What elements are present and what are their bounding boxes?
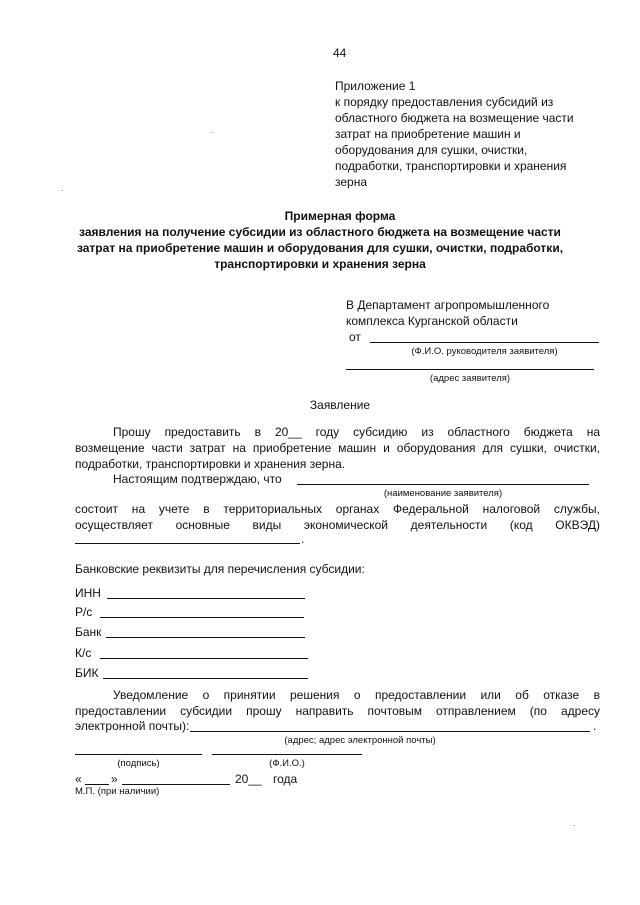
- notice-line: Уведомление о принятии решения о предоставлении или об отказе в: [113, 688, 600, 702]
- appendix-line: подработки, транспортировки и хранения: [335, 159, 567, 173]
- applicant-name-hint: (наименование заявителя): [383, 488, 503, 499]
- scan-speck: [62, 190, 63, 191]
- date-quote-open: «: [75, 772, 82, 786]
- addressee-line: В Департамент агропромышленного: [346, 298, 550, 312]
- appendix-line: областного бюджета на возмещение части: [335, 111, 574, 125]
- bik-line: [103, 678, 308, 679]
- scan-speck: [211, 132, 212, 133]
- page-number: 44: [333, 46, 347, 60]
- notice-line: электронной почты):: [75, 719, 190, 733]
- addressee-line: комплекса Курганской области: [346, 314, 518, 328]
- date-quote-close: »: [111, 772, 118, 786]
- addressee-fio-hint: (Ф.И.О. руководителя заявителя): [411, 346, 558, 357]
- addressee-from-label: от: [349, 330, 361, 344]
- addressee-fio-line: [370, 342, 599, 343]
- body-line: осуществляет основные виды экономической деятельности (код ОКВЭД): [75, 518, 600, 532]
- form-title-line: Примерная форма: [284, 209, 396, 223]
- applicant-name-line: [297, 484, 589, 485]
- appendix-title: Приложение 1: [335, 79, 416, 93]
- body-line: подработки, транспортировки и хранения зерна.: [75, 457, 346, 471]
- account-label: Р/с: [75, 605, 93, 619]
- date-month-line: [122, 784, 230, 785]
- date-year-word: года: [273, 772, 298, 786]
- date-day-line: [85, 784, 109, 785]
- appendix-line: затрат на приобретение машин и: [335, 127, 521, 141]
- inn-line: [107, 598, 305, 599]
- appendix-line: оборудования для сушки, очистки,: [335, 143, 528, 157]
- form-title-line: транспортировки и хранения зерна: [214, 257, 426, 271]
- bank-heading: Банковские реквизиты для перечисления субсидии:: [75, 562, 365, 576]
- form-title-line: заявления на получение субсидии из областного бюджета на возмещение части: [79, 225, 561, 239]
- appendix-line: к порядку предоставления субсидий из: [335, 95, 554, 109]
- body-line: возмещение части затрат на приобретение машин и оборудования для сушки, очистки,: [75, 441, 600, 455]
- scan-speck: [574, 825, 575, 826]
- okved-end-dot: .: [301, 532, 305, 546]
- corr-account-label: К/с: [75, 646, 92, 660]
- notice-address-hint: (адрес; адрес электронной почты): [284, 735, 436, 746]
- account-line: [100, 617, 304, 618]
- inn-label: ИНН: [75, 586, 101, 600]
- notice-address-line: [190, 731, 590, 732]
- appendix-line: зерна: [335, 175, 368, 189]
- date-year: 20__: [235, 772, 262, 786]
- body-line: Прошу предоставить в 20__ году субсидию из областного бюджета на: [113, 425, 600, 439]
- okved-code-line: [75, 543, 300, 544]
- body-line: состоит на учете в территориальных органах Федеральной налоговой службы,: [75, 502, 600, 516]
- corr-account-line: [100, 658, 308, 659]
- signature-hint: (подпись): [117, 758, 160, 769]
- signature-line: [75, 754, 202, 755]
- bank-line: [106, 637, 305, 638]
- bank-label: Банк: [75, 625, 102, 639]
- notice-line: предоставлении субсидии прошу направить почтовым отправлением (по адресу: [75, 704, 600, 718]
- bik-label: БИК: [75, 666, 99, 680]
- statement-heading: Заявление: [309, 398, 371, 412]
- addressee-address-hint: (адрес заявителя): [429, 373, 511, 384]
- stamp-note: М.П. (при наличии): [75, 786, 160, 797]
- signer-fio-hint: (Ф.И.О.): [269, 758, 305, 769]
- notice-end-dot: .: [593, 719, 597, 733]
- confirm-label: Настоящим подтверждаю, что: [113, 472, 282, 486]
- addressee-address-line: [346, 369, 594, 370]
- form-title-line: затрат на приобретение машин и оборудования для сушки, очистки, подработки,: [76, 241, 564, 255]
- signer-fio-line: [212, 754, 362, 755]
